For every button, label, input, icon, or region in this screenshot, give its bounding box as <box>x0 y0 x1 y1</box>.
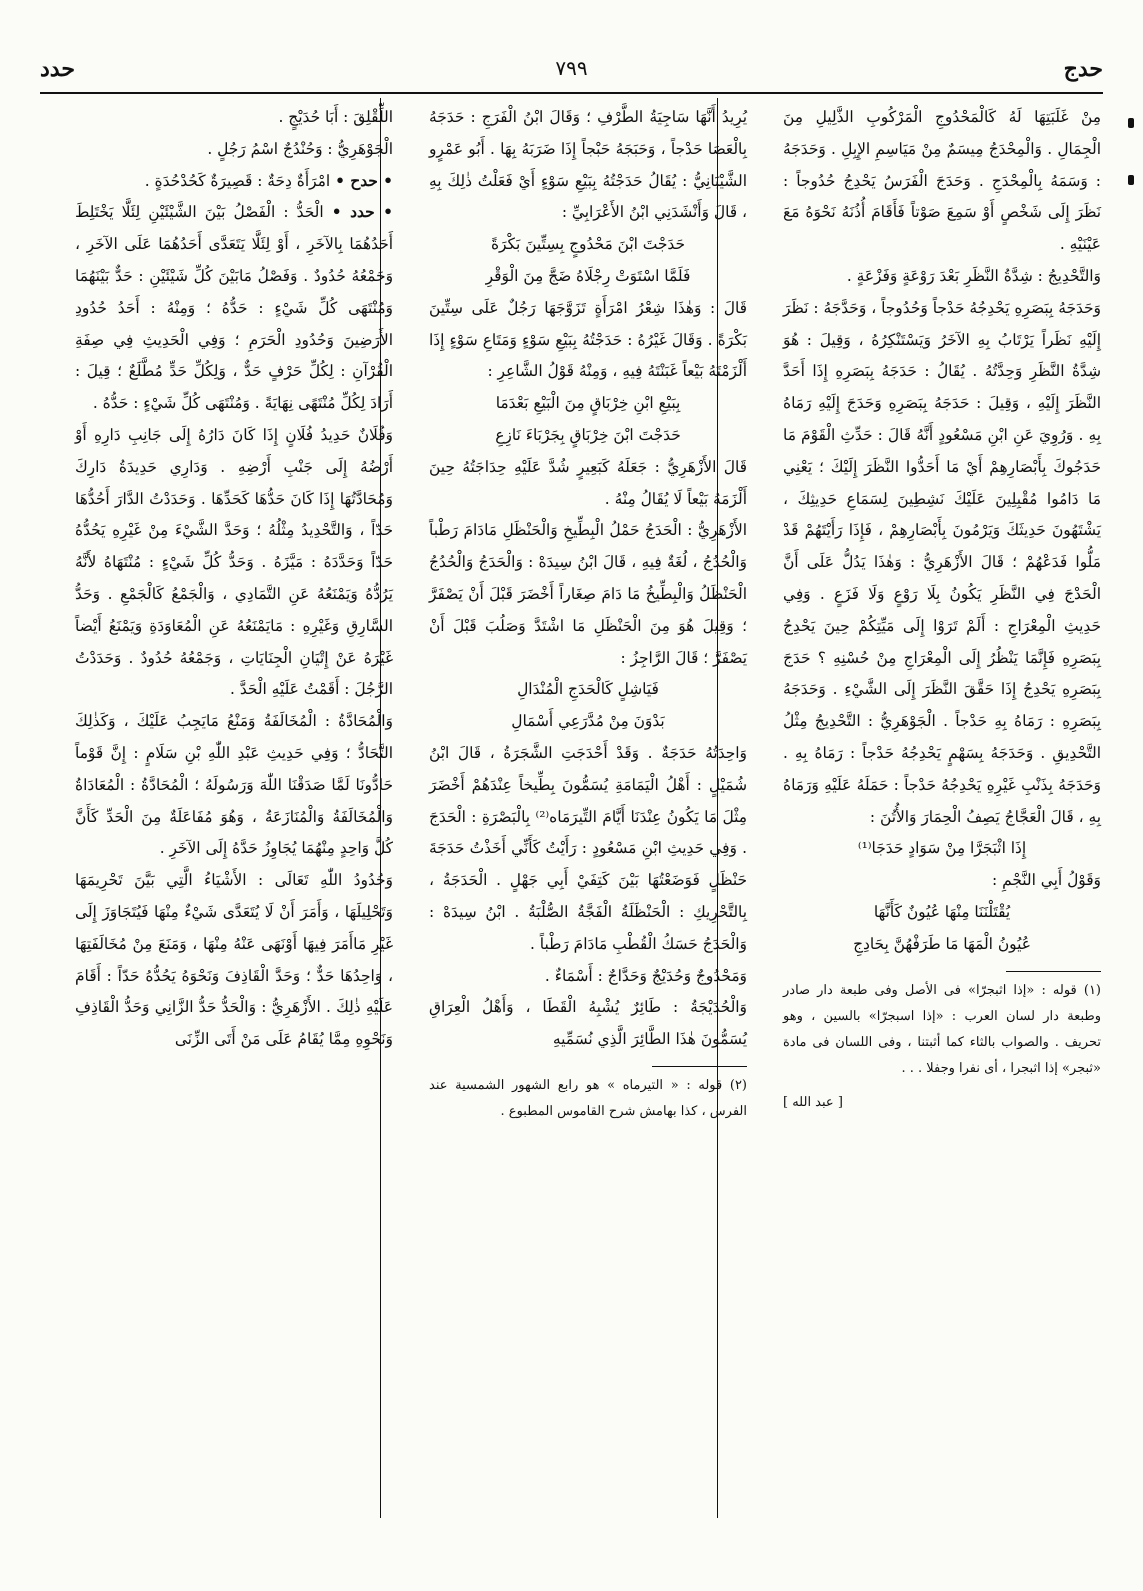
entry-text: امْرَأَةٌ دِحَةٌ : قَصِيرَةٌ كَحُدْحُدَةٍ . <box>144 171 331 190</box>
footnote-separator <box>1006 971 1101 972</box>
paragraph: قَالَ : وَهٰذَا شِعْرُ امْرَأَةٍ تَزَوَّجَهَا رَجُلٌ عَلَى سِتِّينَ بَكْرَةً . وَقَالَ غَيْرُهُ : حَدَجْتُهُ بِبَيْعِ سَوْءٍ وَمَتَاعِ سَوْءٍ إِذَا أَلْزَمْتَهُ بَيْعاً غَبَنْتَهُ فِيهِ ، وَمِنْهُ قَوْلُ الشَّاعِرِ : <box>429 298 747 381</box>
verse-line: بَدْوَنَ مِنْ مُدَّرَعِي أَسْمَالِ <box>511 712 665 731</box>
entry-headword: • حدد • <box>331 203 393 222</box>
paragraph: وَالْحُدَيْجَةُ : طَائِرٌ يُشْبِهُ الْقَطَا ، وَأَهْلُ الْعِرَاقِ يُسَمُّونَ هٰذَا الطَّائِرَ الَّذِي نُسَمِّيهِ <box>429 998 747 1049</box>
paragraph: يُرِيدُ أَنَّهَا سَاجِيَةُ الطَّرْفِ ؛ وَقَالَ ابْنُ الْفَرَجِ : حَدَجَهُ بِالْعَصَا حَدْجاً ، وَحَبَجَهُ حَبْجاً إِذَا ضَرَبَهُ بِهَا . أَبُو عَمْرٍو الشَّيْبَانِيُّ : يُقَالُ حَدَجْتُهُ بِبَيْعِ سَوْءٍ أَيْ فَعَلْتُ ذٰلِكَ بِهِ ، قَالَ وَأَنْشَدَنِي ابْنُ الأَعْرَابِيِّ : <box>429 108 747 222</box>
paragraph: وَالتَّحْدِيجُ : شِدَّةُ النَّظَرِ بَعْدَ رَوْعَةٍ وَفَزْعَةٍ . <box>846 266 1101 285</box>
entry-hadad <box>75 197 393 420</box>
paragraph: قَالَ الأَزْهَرِيُّ : جَعَلَهُ كَبَعِيرٍ شُدَّ عَلَيْهِ حِدَاجَتُهُ حِينَ أَلْزَمَهُ بَيْعاً لَا يُقَالُ مِنْهُ . <box>429 457 747 508</box>
column-right <box>783 102 1101 1116</box>
verse-line: يُقْتَلْنَنَا مِنْهَا عُيُونٌ كَأَنَّهَا <box>873 902 1011 921</box>
header-headword-right: حدج <box>1063 56 1103 82</box>
paragraph: الأَزْهَرِيُّ : الْحَدَجُ حَمْلُ الْبِطِّيخِ وَالْحَنْظَلِ مَادَامَ رَطْباً وَالْحُدُجُ ، لُغَةٌ فِيهِ ، قَالَ ابْنُ سِيدَهْ : وَالْحَدَجُ وَالْحُدُجُ الْحَنْظَلُ وَالْبِطِّيخُ مَا دَامَ صِغَاراً أَخْضَرَ قَبْلَ أَنْ يَصْفَرَّ ؛ وَقِيلَ هُوَ مِنَ الْحَنْظَلِ مَا اشْتَدَّ وَصَلُبَ قَبْلَ أَنْ يَصْفَرَّ ؛ قَالَ الرَّاجِزُ : <box>429 521 747 667</box>
paragraph: اللِّقْلِقَ : أَبَا حُدَيْجٍ . <box>278 108 393 126</box>
paragraph: وَحُدُودُ اللّٰهِ تَعَالَى : الأَشْيَاءُ الَّتِي بَيَّنَ تَحْرِيمَهَا وَتَحْلِيلَهَا ، وَأَمَرَ أَنْ لَا يُتَعَدَّى شَيْءٌ مِنْهَا فَيُتَجَاوَزَ إِلَى غَيْرِ مَاأَمَرَ فِيهَا أَوْنَهَى عَنْهُ مِنْهَا ، وَمَنَعَ مِنْ مُخَالَفَتِهَا ، وَاحِدُهَا حَدٌّ ؛ وَحَدَّ الْقَاذِفَ وَنَحْوَهُ يَحُدُّهُ حَدّاً : أَقَامَ عَلَيْهِ ذٰلِكَ . الأَزْهَرِيُّ : وَالْحَدُّ حَدُّ الزَّانِي وَحَدُّ الْقَاذِفِ وَنَحْوِهِ مِمَّا يُقَامُ عَلَى مَنْ أَتَى الزِّنَى <box>75 871 393 1049</box>
verse-line: فَيَاشِلٍ كَالْحَدَجِ الْمُنْدَالِ <box>517 680 659 699</box>
paragraph: وَفُلَانٌ حَدِيدُ فُلَانٍ إِذَا كَانَ دَارُهُ إِلَى جَانِبِ دَارِهِ أَوْ أَرْضُهُ إِلَى جَنْبِ أَرْضِهِ . وَدَارِي حَدِيدَةُ دَارِكَ وَمُحَادَّتُهَا إِذَا كَانَ حَدُّهَا كَحَدِّهَا . وَحَدَدْتُ الدَّارَ أَحُدُّهَا حَدّاً ، وَالتَّحْدِيدُ مِثْلُهُ ؛ وَحَدَّ الشَّيْءَ مِنْ غَيْرِهِ يَحُدُّهُ حَدّاً وَحَدَّدَهُ : مَيَّزَهُ . وَحَدُّ كُلِّ شَيْءٍ : مُنْتَهَاهُ لأَنَّهُ يَرُدُّهُ وَيَمْنَعُهُ عَنِ التَّمَادِي ، وَالْجَمْعُ كَالْجَمْعِ . وَحَدُّ السَّارِقِ وَغَيْرِهِ : مَايَمْنَعُهُ عَنِ الْمُعَاوَدَةِ وَيَمْنَعُ أَيْضاً غَيْرَهُ عَنْ إِتْيَانِ الْجِنَايَاتِ ، وَجَمْعُهُ حُدُودٌ . وَحَدَدْتُ الرَّجُلَ : أَقَمْتُ عَلَيْهِ الْحَدَّ . <box>75 425 393 699</box>
entry-hadah <box>75 166 393 198</box>
footnote-separator <box>652 1066 747 1067</box>
page-number: ٧٩٩ <box>555 56 588 80</box>
verse-line: إِذَا اثْبَجَرَّا مِنْ سَوَادٍ حَدَجَا⁽¹⁾ <box>857 839 1027 858</box>
footnote-signature: [ عبد الله ] <box>783 1094 843 1110</box>
scan-margin-mark <box>1128 175 1134 185</box>
paragraph: مِنْ غَلَبَتِهَا لَهُ كَالْمَحْدُوجِ الْمَرْكُوبِ الذَّلِيلِ مِنَ الْجِمَالِ . وَالْمِحْدَجُ مِيسَمٌ مِنْ مَيَاسِمِ الإِبِلِ . وَحَدَجَهُ : وَسَمَهُ بِالْمِحْدَجِ . وَحَدَجَ الْفَرَسُ يَحْدِجُ حُدُوجاً : نَظَرَ إِلَى شَخْصٍ أَوْ سَمِعَ صَوْتاً فَأَقَامَ أُذُنَهُ نَحْوَهُ مَعَ عَيْنَيْهِ . <box>783 108 1101 254</box>
verse-line: بِبَيْعِ ابْنِ خِرْبَاقٍ مِنَ الْبَيْعِ بَعْدَمَا <box>495 394 681 413</box>
verse-line: حَدَجْتَ ابْنَ خِرْبَاقٍ بِجَرْبَاءَ نَازِعِ <box>495 425 681 444</box>
paragraph: وَاحِدَتُهُ حَدَجَةٌ . وَقَدْ أَحْدَجَتِ الشَّجَرَةُ ، قَالَ ابْنُ شُمَيْلٍ : أَهْلُ الْيَمَامَةِ يُسَمُّونَ بِطِّيخاً عِنْدَهُمْ أَخْضَرَ مِثْلَ مَا يَكُونُ عِنْدَنَا أَيَّامَ التِّيرَمَاه⁽²⁾ بِالْبَصْرَةِ : الْحَدَجَ . وَفِي حَدِيثِ ابْنِ مَسْعُودٍ : رَأَيْتُ كَأَنِّي أَخَذْتُ حَدَجَةَ حَنْظَلٍ فَوَضَعْتُهَا بَيْنَ كَتِفَيْ أَبِي جَهْلٍ . الْحَدَجَةُ ، بِالتَّحْرِيكِ : الْحَنْظَلَةُ الْفَجَّةُ الصُّلْبَةُ . ابْنُ سِيدَهْ : وَالْحَدَجُ حَسَكُ الْقُطْبِ مَادَامَ رَطْباً . <box>429 743 748 953</box>
scan-margin-mark <box>1128 118 1134 128</box>
entry-text: الْحَدُّ : الْفَصْلُ بَيْنَ الشَّيْئَيْنِ لِئَلَّا يَخْتَلِطَ أَحَدُهُمَا بِالآخَرِ ، أَوْ لِئَلَّا يَتَعَدَّى أَحَدُهُمَا عَلَى الآخَرِ ، وَجَمْعُهُ حُدُودٌ . وَفَصْلُ مَابَيْنَ كُلِّ شَيْئَيْنِ : حَدٌّ بَيْنَهُمَا وَمُنْتَهَى كُلِّ شَيْءٍ : حَدُّهُ ؛ وَمِنْهُ : أَحَدُ حُدُودِ الأَرَضِينَ وَحُدُودِ الْحَرَمِ ؛ وَفِي الْحَدِيثِ فِي صِفَةِ الْقُرْآنِ : لِكُلِّ حَرْفٍ حَدٌّ ، وَلِكُلِّ حَدٍّ مُطَّلَعٌ ؛ قِيلَ : أَرَادَ لِكُلِّ مُنْتَهًى نِهَايَةً . وَمُنْتَهَى كُلِّ شَيْءٍ : حَدُّهُ . <box>75 203 393 413</box>
verse-line: عُيُونُ الْمَهَا مَا طَرَفْهُنَّ بِحَادِجِ <box>853 934 1031 953</box>
footnote: (١) قوله : «إذا اثبجرّا» فى الأصل وفى طبعة دار صادر وطبعة دار لسان العرب : «إذا اسبجرّا» بالسين ، وهو تحريف . والصواب بالثاء كما أثبتنا ، وفى اللسان فى مادة «ثبجر» إذا اثبجرا ، أى نفرا وجفلا . . . <box>783 982 1101 1076</box>
paragraph: وَالْمُحَادَّةُ : الْمُخَالَفَةُ وَمَنْعُ مَايَجِبُ عَلَيْكَ ، وَكَذٰلِكَ التَّحَادُّ ؛ وَفِي حَدِيثِ عَبْدِ اللّٰهِ بْنِ سَلَامٍ : إِنَّ قَوْماً حَادُّونَا لَمَّا صَدَقْنَا اللّٰهَ وَرَسُولَهُ ؛ الْمُحَادَّةُ : الْمُعَادَاةُ وَالْمُخَالَفَةُ وَالْمُنَازَعَةُ ، وَهُوَ مُفَاعَلَةٌ مِنَ الْحَدِّ كَأَنَّ كُلَّ وَاحِدٍ مِنْهُمَا يُجَاوِزُ حَدَّهُ إِلَى الآخَرِ . <box>75 712 393 858</box>
paragraph: الْجَوْهَرِيُّ : وَحُنْدُجٌ اسْمُ رَجُلٍ . <box>207 139 393 158</box>
paragraph: وَحَدَجَهُ بِبَصَرِهِ يَحْدِجُهُ حَدْجاً وَحُدُوجاً ، وَحَدَّجَهُ : نَظَرَ إِلَيْهِ نَظَراً يَرْتَابُ بِهِ الآخَرُ وَيَسْتَنْكِرُهُ ، وَقِيلَ : هُوَ شِدَّةُ النَّظَرِ وَحِدَّتُهُ . يُقَالُ : حَدَجَهُ بِبَصَرِهِ إِذَا أَحَدَّ النَّظَرَ إِلَيْهِ ، وَقِيلَ : حَدَجَهُ بِبَصَرِهِ وَحَدَجَ إِلَيْهِ رَمَاهُ بِهِ . وَرُوِيَ عَنِ ابْنِ مَسْعُودٍ أَنَّهُ قَالَ : حَدِّثِ الْقَوْمَ مَا حَدَجُوكَ بِأَبْصَارِهِمْ أَيْ مَا أَحَدُّوا النَّظَرَ إِلَيْكَ ؛ يَعْنِي مَا دَامُوا مُقْبِلِينَ عَلَيْكَ نَشِطِينَ لِسَمَاعِ حَدِيثِكَ ، يَشْتَهُونَ حَدِيثَكَ وَيَرْمُونَ بِأَبْصَارِهِمْ ، فَإِذَا رَأَيْتَهُمْ قَدْ مَلُّوا فَدَعْهُمْ ؛ قَالَ الأَزْهَرِيُّ : وَهٰذَا يَدُلُّ عَلَى أَنَّ الْحَدْجَ فِي النَّظَرِ يَكُونُ بِلَا رَوْعٍ وَلَا فَزَعٍ . وَفِي حَدِيثِ الْمِعْرَاجِ : أَلَمْ تَرَوْا إِلَى مَيِّتِكُمْ حِينَ يَحْدِجُ بِبَصَرِهِ فَإِنَّمَا يَنْظُرُ إِلَى الْمِعْرَاجِ مِنْ حُسْنِهِ ؟ حَدَجَ بِبَصَرِهِ يَحْدِجُ إِذَا حَقَّقَ النَّظَرَ إِلَى الشَّيْءِ . وَحَدَجَهُ بِبَصَرِهِ : رَمَاهُ بِهِ حَدْجاً . الْجَوْهَرِيُّ : التَّحْدِيجُ مِثْلُ التَّحْدِيقِ . وَحَدَجَهُ بِسَهْمٍ يَحْدِجُهُ حَدْجاً : رَمَاهُ بِهِ . وَحَدَجَهُ بِذَنْبِ غَيْرِهِ يَحْدِجُهُ حَدْجاً : حَمَلَهُ عَلَيْهِ وَرَمَاهُ بِهِ ، قَالَ الْعَجَّاجُ يَصِفُ الْحِمَارَ وَالأُتُنَ : <box>783 298 1101 826</box>
column-left <box>75 102 393 1056</box>
page-header <box>40 56 1103 94</box>
verse-line: فَلَمَّا اسْتَوَتْ رِجْلَاهُ ضَجَّ مِنَ الْوَقْرِ <box>485 266 691 285</box>
column-middle <box>429 102 747 1125</box>
footnote: (٢) قوله : « التيرماه » هو رابع الشهور الشمسية عند الفرس ، كذا بهامش شرح القاموس المطبوع . <box>429 1077 747 1119</box>
verse-line: حَدَجْتَ ابْنَ مَحْدُوجٍ بِسِتِّينَ بَكْرَةً <box>490 235 686 254</box>
entry-headword: • حدح • <box>335 171 393 190</box>
header-headword-left: حدد <box>40 56 75 82</box>
paragraph: وَمَحْدُوجٌ وَحُدَيْجٌ وَحَدَّاجٌ : أَسْمَاءٌ . <box>544 966 747 985</box>
paragraph: وَقَوْلُ أَبِي النَّجْمِ : <box>992 871 1101 890</box>
